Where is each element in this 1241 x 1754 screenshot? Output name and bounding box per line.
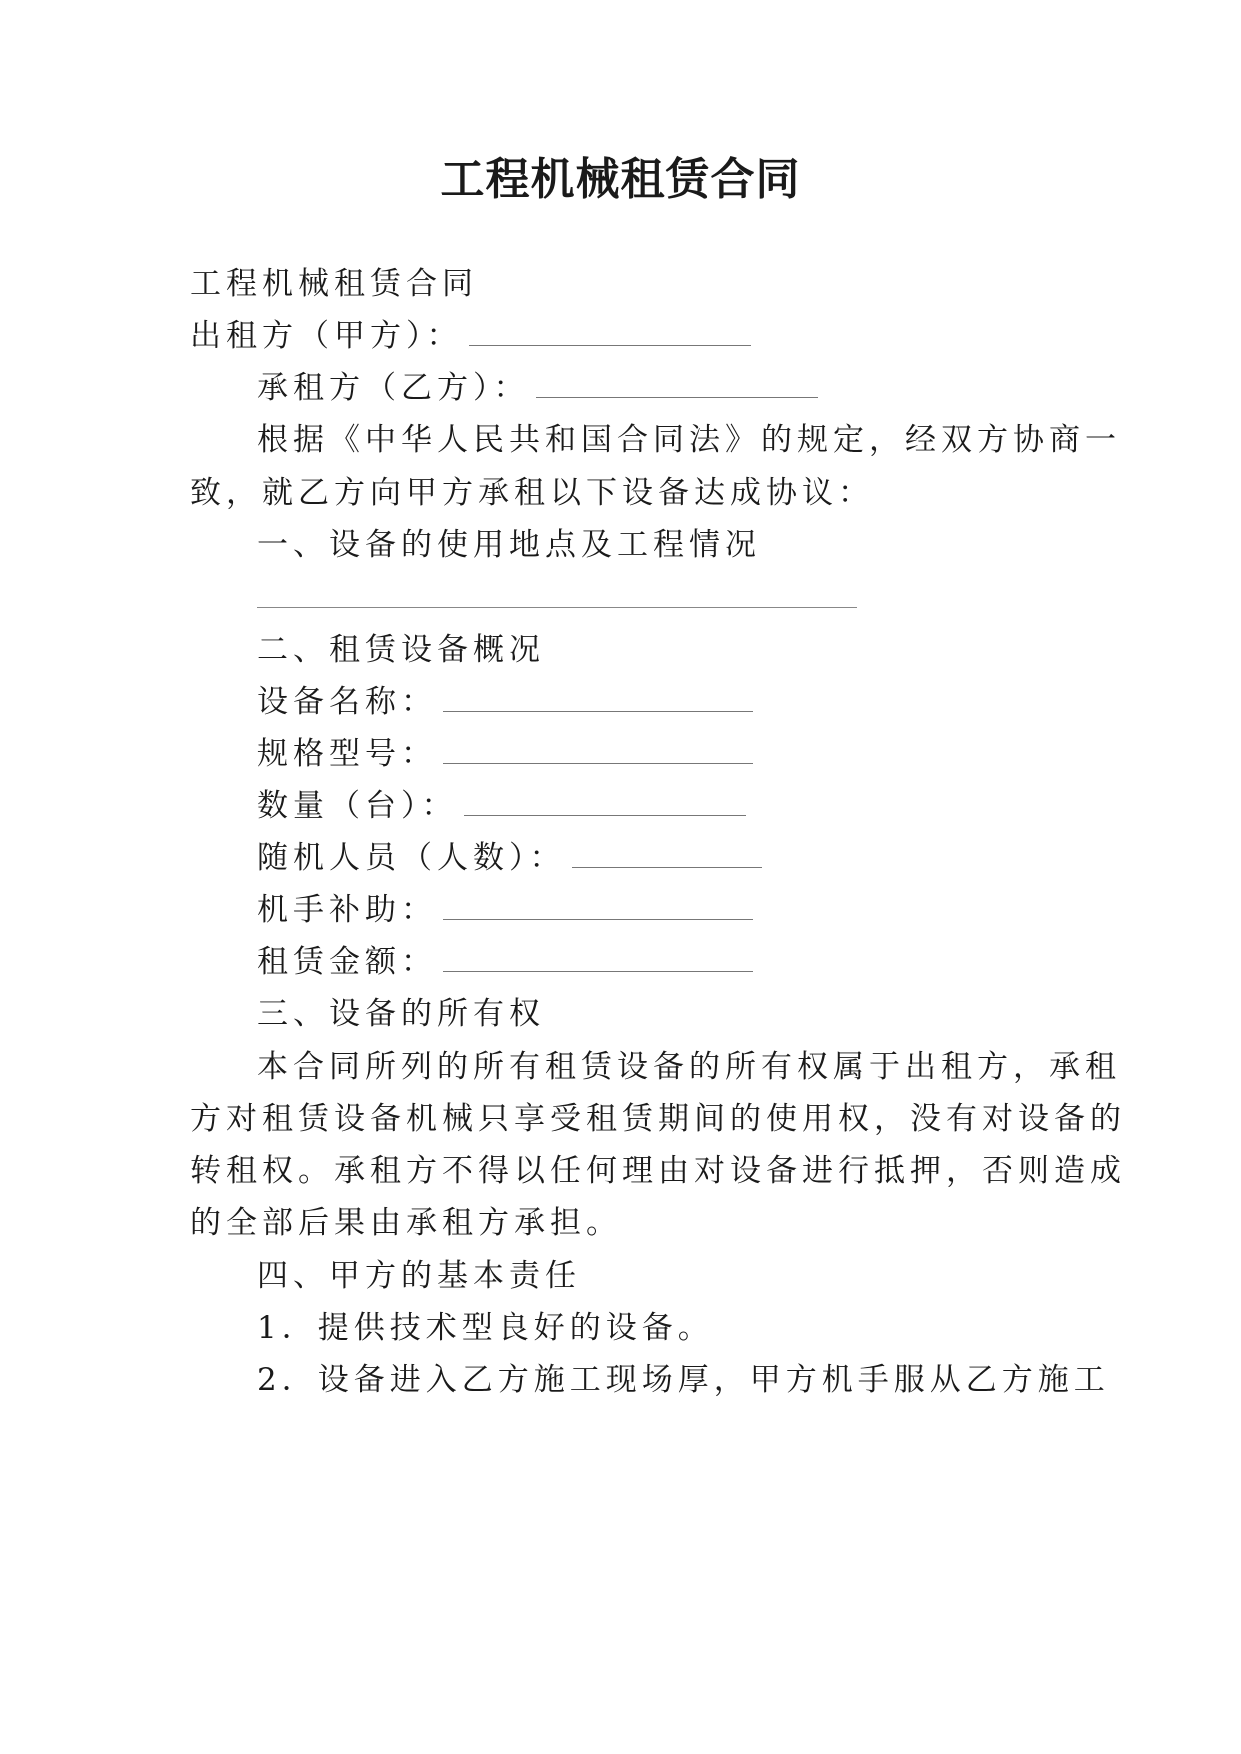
lessor-blank: [469, 317, 751, 346]
intro-line-1: [257, 418, 1121, 462]
staff-count-label: 随机人员（人数）：: [257, 840, 566, 876]
item2-text: 2．设备进入乙方施工现场厚，甲方机手服从乙方施工: [257, 1362, 1110, 1398]
list-item: [257, 1306, 1060, 1350]
section2-heading: [257, 628, 1060, 672]
section4-heading-text: 四、甲方的基本责任: [257, 1258, 581, 1294]
item1-text: 1．提供技术型良好的设备。: [257, 1310, 714, 1346]
section2-heading-text: 二、租赁设备概况: [257, 632, 545, 668]
section3-heading-text: 三、设备的所有权: [257, 996, 545, 1032]
section1-heading: [257, 523, 1060, 567]
section3-heading: [257, 992, 1060, 1036]
field-equipment-name: [257, 680, 1060, 724]
section3-para-line: [190, 1201, 1060, 1245]
rental-amount-label: 租赁金额：: [257, 944, 437, 980]
lessee-label: 承租方（乙方）：: [257, 370, 530, 406]
section3-text: 本合同所列的所有租赁设备的所有权属于出租方，承租: [257, 1049, 1121, 1085]
list-item: [257, 1358, 1110, 1402]
section3-para-line: [190, 1149, 1126, 1193]
section3-text: 方对租赁设备机械只享受租赁期间的使用权，没有对设备的: [190, 1101, 1126, 1137]
intro-text-2: 致，就乙方向甲方承租以下设备达成协议：: [190, 475, 874, 511]
field-rental-amount: [257, 940, 1060, 984]
operator-subsidy-label: 机手补助：: [257, 892, 437, 928]
section3-text: 的全部后果由承租方承担。: [190, 1205, 622, 1241]
quantity-label: 数量（台）：: [257, 788, 458, 824]
intro-text-1: 根据《中华人民共和国合同法》的规定，经双方协商一: [257, 422, 1121, 458]
page-title: 工程机械租赁合同: [440, 154, 801, 205]
subtitle: [190, 262, 1060, 306]
equipment-name-blank: [443, 683, 753, 712]
operator-subsidy-blank: [443, 891, 753, 920]
equipment-name-label: 设备名称：: [257, 684, 437, 720]
staff-count-blank: [572, 839, 762, 868]
quantity-blank: [464, 787, 746, 816]
lessee-line: [257, 366, 1060, 410]
model-spec-label: 规格型号：: [257, 736, 437, 772]
rental-amount-blank: [443, 943, 753, 972]
subtitle-text: 工程机械租赁合同: [190, 266, 478, 302]
section3-text: 转租权。承租方不得以任何理由对设备进行抵押，否则造成: [190, 1153, 1126, 1189]
section1-blank-rule: [257, 607, 857, 608]
section3-para-line: [190, 1097, 1126, 1141]
field-staff-count: [257, 836, 1060, 880]
section1-heading-text: 一、设备的使用地点及工程情况: [257, 527, 761, 563]
section3-para-line: [257, 1045, 1121, 1089]
field-operator-subsidy: [257, 888, 1060, 932]
field-quantity: [257, 784, 1060, 828]
section4-heading: [257, 1254, 1060, 1298]
lessor-line: [190, 314, 1060, 358]
lessor-label: 出租方（甲方）：: [190, 318, 463, 354]
field-model-spec: [257, 732, 1060, 776]
lessee-blank: [536, 369, 818, 398]
intro-line-2: [190, 471, 1060, 515]
model-spec-blank: [443, 735, 753, 764]
